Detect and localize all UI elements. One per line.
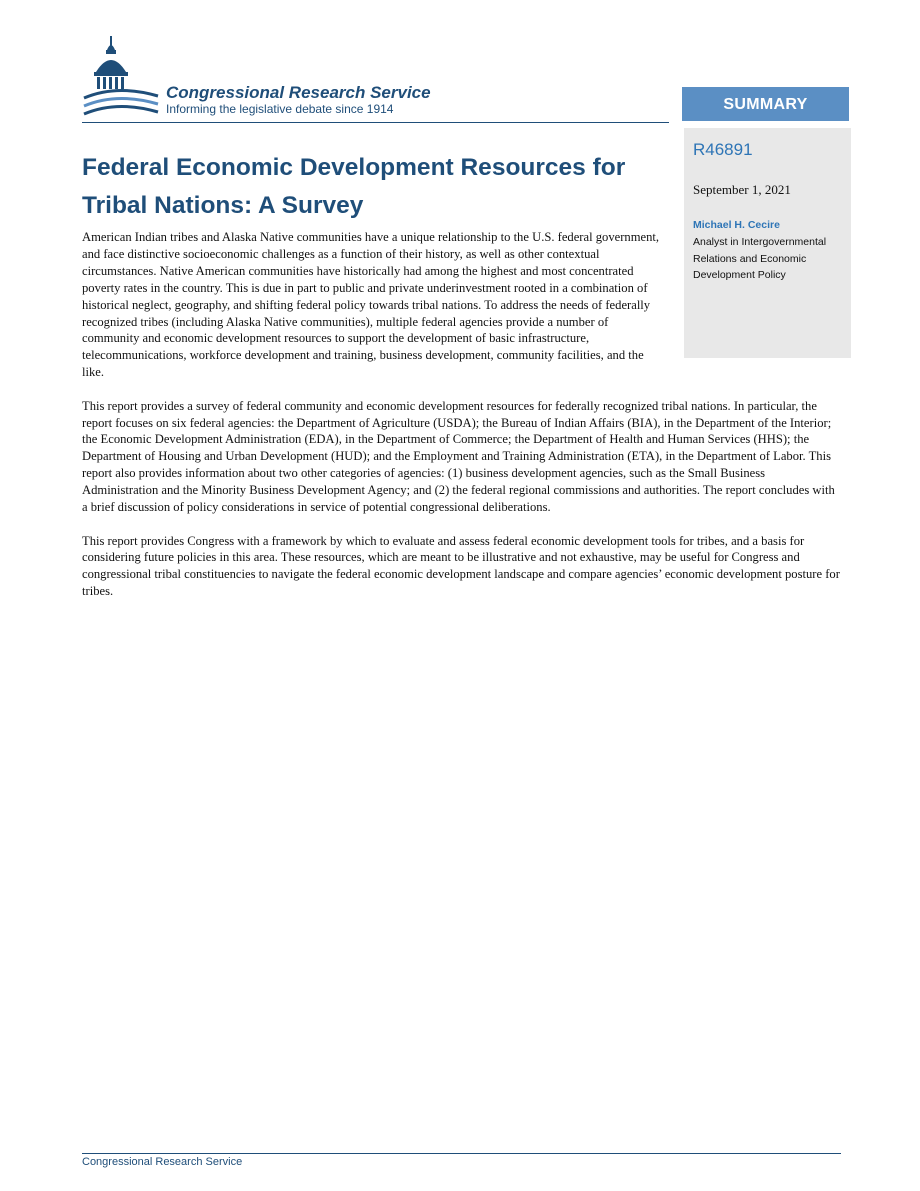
paragraph: This report provides Congress with a framework by which to evaluate and assess federal economic development tools for tribes, and a basis for considering future policies in this area. These resources, which are meant to be illustrative and not exhaustive, may be useful for Congress and congressional tribal constituencies to navigate the federal economic development landscape and compare agencies’ economic development posture for tribes. bbox=[82, 533, 840, 599]
summary-tab: SUMMARY bbox=[682, 87, 849, 121]
org-name: Congressional Research Service bbox=[166, 83, 431, 102]
sidebar-spacer bbox=[668, 229, 840, 358]
paragraph: This report provides a survey of federal community and economic development resources for federally recognized tribal nations. In particular, the report focuses on six federal agencies: the Department of Agriculture (USDA); the Bureau of Indian Affairs (BIA), in the Department of the Interior; the Economic Development Administration (EDA), in the Department of Commerce; the Department of Health and Human Services (HHS); the Department of Housing and Urban Development (HUD); and the Employment and Training Administration (ETA), in the Department of Labor. This report also provides information about two other categories of agencies: (1) business development agencies, such as the Small Business Administration and the Minority Business Development Agency; and (2) the federal regional commissions and authorities. The report concludes with a brief discussion of policy considerations in service of potential congressional deliberations. bbox=[82, 398, 835, 515]
document-title: Federal Economic Development Resources for Tribal Nations: A Survey bbox=[82, 154, 626, 219]
footer-text: Congressional Research Service bbox=[82, 1156, 243, 1168]
org-tagline: Informing the legislative debate since 1914 bbox=[166, 102, 394, 116]
capitol-dome-icon bbox=[82, 36, 162, 122]
paragraph: American Indian tribes and Alaska Native communities have a unique relationship to the U.S. federal government, and face distinctive socioeconomic challenges as a function of their history, as well as other contextual circumstances. Native American communities have historically had among the highest and most concentrated poverty rates in the country. This is due in part to public and private underinvestment rooted in a combination of historical neglect, geography, and shifting federal policy towards tribal nations. To address the needs of federally recognized tribes (including Alaska Native communities), multiple federal agencies provide a number of community and economic development resources to support the development of basic infrastructure, telecommunications, workforce development and training, business development, community facilities, and the like. bbox=[82, 230, 660, 380]
report-date: September 1, 2021 bbox=[693, 182, 791, 197]
author-title: Analyst in Intergovernmental Relations and Economic Development Policy bbox=[693, 236, 827, 281]
author-name: Michael H. Cecire bbox=[693, 219, 780, 231]
report-number: R46891 bbox=[693, 140, 753, 159]
footer-divider bbox=[82, 1153, 841, 1154]
header-divider bbox=[82, 122, 669, 123]
document-body bbox=[82, 229, 840, 617]
